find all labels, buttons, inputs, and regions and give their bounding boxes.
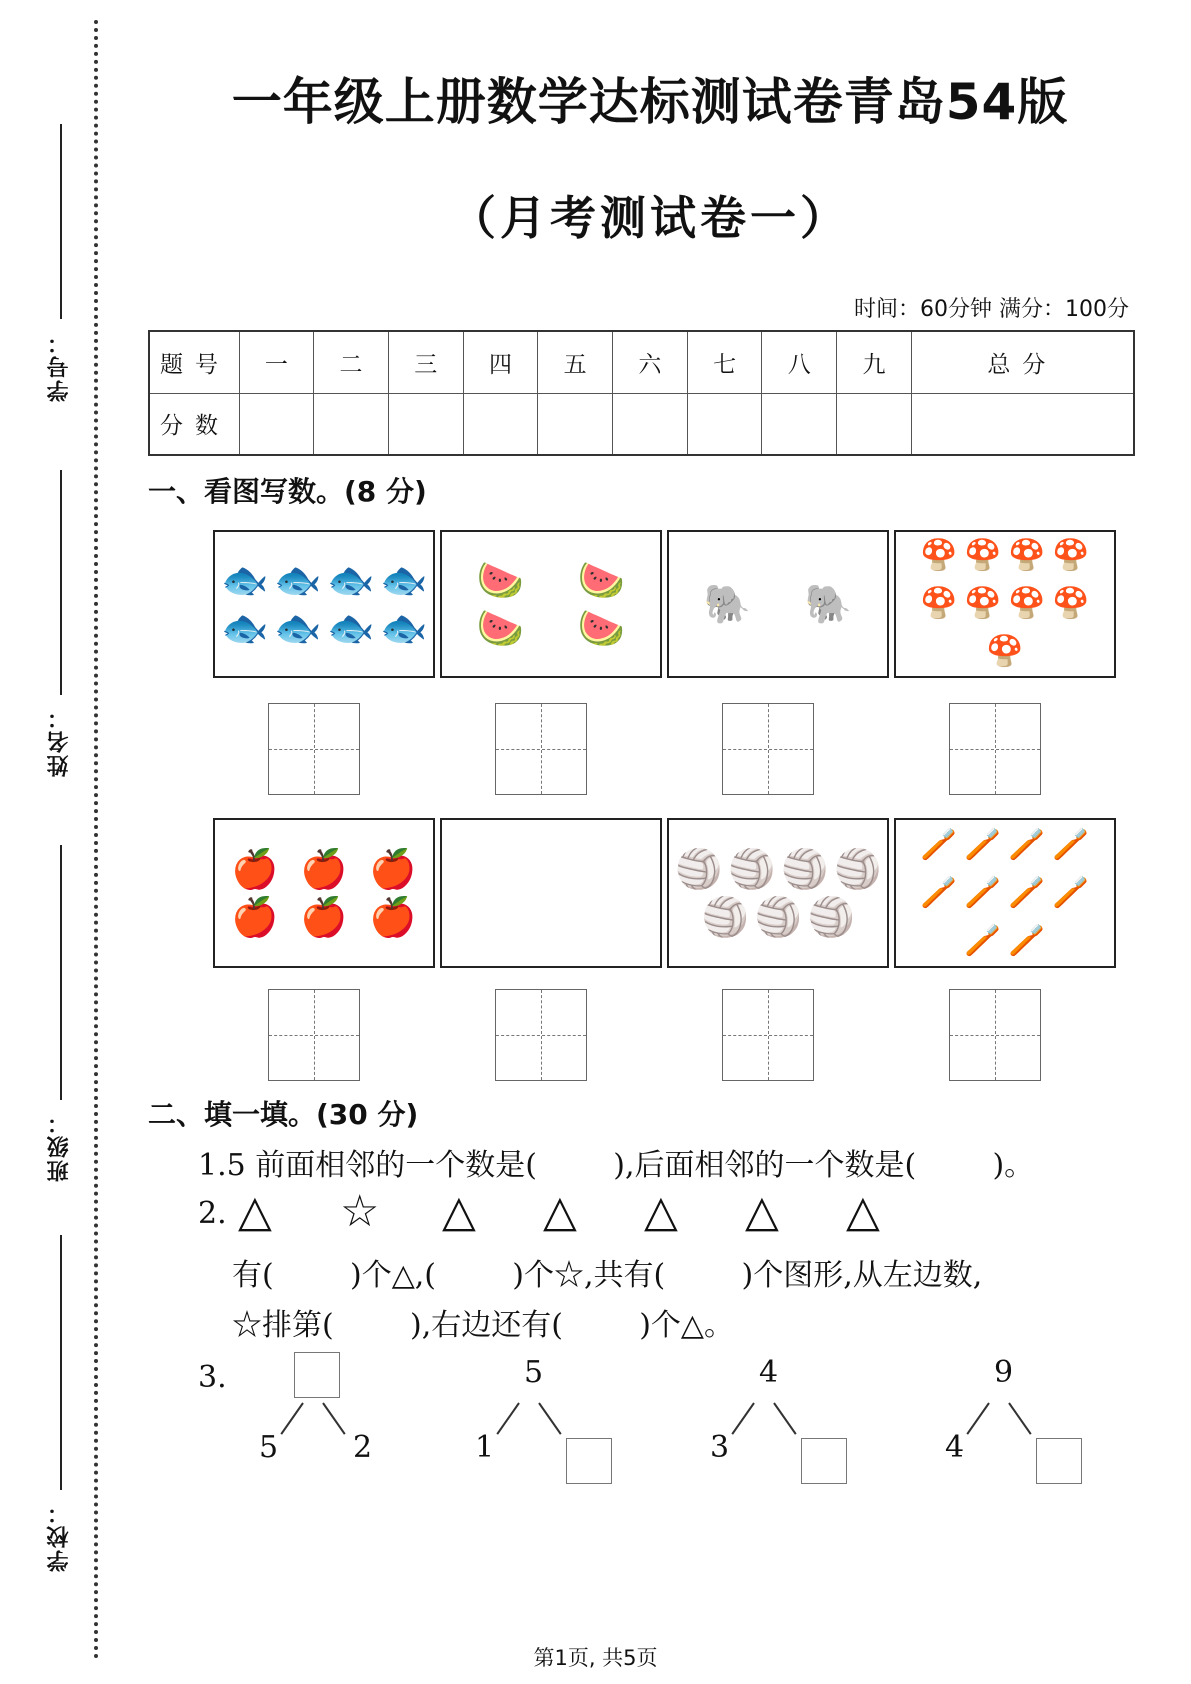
picture-box-watermelon [440, 530, 662, 678]
apple-icon: 🍎 [231, 847, 279, 891]
row-label-question: 题号 [149, 331, 239, 393]
fish-icon: 🐟 [274, 606, 322, 650]
answer-grid-watermelon[interactable] [495, 703, 587, 795]
section-1-heading: 一、看图写数。(8 分) [148, 475, 427, 508]
col-7: 七 [687, 331, 762, 393]
binding-dotted-line [94, 20, 98, 1660]
answer-grid-mushroom[interactable] [949, 703, 1041, 795]
score-cell[interactable] [388, 393, 463, 455]
col-9: 九 [837, 331, 912, 393]
apple-icon: 🍎 [369, 895, 417, 939]
page-title: 一年级上册数学达标测试卷青岛54版 [231, 73, 1069, 131]
name-label: 姓名： [47, 705, 72, 777]
apple-icon: 🍎 [369, 847, 417, 891]
mushroom-icon: 🍄 [964, 538, 1002, 573]
class-label: 班级： [47, 1110, 72, 1182]
mushroom-icon: 🍄 [920, 538, 958, 573]
exam-meta: 时间：60分钟 满分：100分 [854, 297, 1129, 322]
score-cell[interactable] [762, 393, 837, 455]
elephant-icon: 🐘 [804, 582, 853, 626]
col-6: 六 [613, 331, 688, 393]
col-2: 二 [314, 331, 389, 393]
bond-line-left [966, 1402, 989, 1434]
score-cell[interactable] [837, 393, 912, 455]
picture-box-mushroom [894, 530, 1116, 678]
score-cell[interactable] [463, 393, 538, 455]
toothbrush-icon: 🪥 [920, 875, 958, 910]
picture-box-fish [213, 530, 435, 678]
bond-line-right [773, 1402, 796, 1434]
question-2-line-1: 有( )个△,( )个☆,共有( )个图形,从左边数, [232, 1258, 983, 1293]
grid-guide-horizontal [723, 1035, 813, 1036]
bond-left-number: 3 [710, 1430, 730, 1465]
toothbrush-icon: 🪥 [1008, 827, 1046, 862]
score-cell[interactable] [239, 393, 314, 455]
col-total: 总分 [911, 331, 1134, 393]
elephant-icon: 🐘 [703, 582, 752, 626]
score-table [148, 330, 1135, 456]
bond-line-right [322, 1402, 345, 1434]
page-number: 第1页, 共5页 [533, 1646, 658, 1670]
watermelon-icon: 🍉 [577, 558, 626, 602]
school-label: 学校： [47, 1500, 72, 1572]
toothbrush-icon: 🪥 [1052, 875, 1090, 910]
fish-icon: 🐟 [274, 558, 322, 602]
toothbrush-icon: 🪥 [964, 923, 1002, 958]
picture-box-empty [440, 818, 662, 968]
bond-line-right [1008, 1402, 1031, 1434]
mushroom-icon: 🍄 [1008, 538, 1046, 573]
fish-icon: 🐟 [380, 606, 428, 650]
row-label-score: 分数 [149, 393, 239, 455]
student-id-label: 学号： [47, 330, 72, 402]
score-cell[interactable] [687, 393, 762, 455]
bond-top-number: 9 [994, 1355, 1014, 1390]
volleyball-icon: 🏐 [701, 895, 749, 939]
grid-guide-horizontal [950, 1035, 1040, 1036]
toothbrush-icon: 🪥 [1008, 875, 1046, 910]
grid-guide-horizontal [723, 749, 813, 750]
score-cell[interactable] [613, 393, 688, 455]
bond-line-left [496, 1402, 519, 1434]
answer-grid-empty[interactable] [495, 989, 587, 1081]
fish-icon: 🐟 [380, 558, 428, 602]
bond-right-number: 2 [353, 1430, 373, 1465]
score-table-score-row [149, 393, 1134, 455]
bond-line-left [280, 1402, 303, 1434]
page-subtitle: （月考测试卷一） [450, 191, 850, 245]
col-5: 五 [538, 331, 613, 393]
toothbrush-icon: 🪥 [964, 827, 1002, 862]
toothbrush-icon: 🪥 [1008, 923, 1046, 958]
picture-box-apple [213, 818, 435, 968]
answer-grid-toothbrush[interactable] [949, 989, 1041, 1081]
triangle-icon: △ [846, 1186, 880, 1237]
apple-icon: 🍎 [231, 895, 279, 939]
mushroom-icon: 🍄 [964, 586, 1002, 621]
watermelon-icon: 🍉 [476, 606, 525, 650]
bond-right-box[interactable] [566, 1438, 612, 1484]
bond-top-number: 5 [524, 1355, 544, 1390]
col-3: 三 [388, 331, 463, 393]
name-blank[interactable] [60, 470, 62, 695]
score-cell[interactable] [538, 393, 613, 455]
student-id-blank[interactable] [60, 124, 62, 319]
volleyball-icon: 🏐 [728, 847, 776, 891]
bond-top-number: 4 [759, 1355, 779, 1390]
mushroom-icon: 🍄 [986, 634, 1024, 669]
volleyball-icon: 🏐 [675, 847, 723, 891]
bond-left-number: 5 [259, 1430, 279, 1465]
triangle-icon: △ [442, 1186, 476, 1237]
col-8: 八 [762, 331, 837, 393]
grid-guide-horizontal [496, 749, 586, 750]
triangle-icon: △ [644, 1186, 678, 1237]
fish-icon: 🐟 [221, 558, 269, 602]
question-2-label: 2. [198, 1196, 227, 1231]
class-blank[interactable] [60, 845, 62, 1100]
score-table-header-row [149, 331, 1134, 393]
toothbrush-icon: 🪥 [920, 827, 958, 862]
grid-guide-horizontal [950, 749, 1040, 750]
col-1: 一 [239, 331, 314, 393]
volleyball-icon: 🏐 [781, 847, 829, 891]
answer-grid-apple[interactable] [268, 989, 360, 1081]
school-blank[interactable] [60, 1235, 62, 1490]
grid-guide-horizontal [269, 749, 359, 750]
picture-box-toothbrush [894, 818, 1116, 968]
triangle-icon: △ [543, 1186, 577, 1237]
section-2-heading: 二、填一填。(30 分) [148, 1098, 419, 1131]
question-2-line-2: ☆排第( ),右边还有( )个△。 [232, 1308, 735, 1343]
col-4: 四 [463, 331, 538, 393]
volleyball-icon: 🏐 [807, 895, 855, 939]
toothbrush-icon: 🪥 [1052, 827, 1090, 862]
volleyball-icon: 🏐 [834, 847, 882, 891]
toothbrush-icon: 🪥 [964, 875, 1002, 910]
picture-box-volleyball [667, 818, 889, 968]
bond-top-box[interactable] [294, 1352, 340, 1398]
watermelon-icon: 🍉 [577, 606, 626, 650]
apple-icon: 🍎 [300, 895, 348, 939]
bond-left-number: 1 [475, 1430, 495, 1465]
bond-line-left [731, 1402, 754, 1434]
volleyball-icon: 🏐 [754, 895, 802, 939]
score-cell[interactable] [314, 393, 389, 455]
mushroom-icon: 🍄 [1008, 586, 1046, 621]
watermelon-icon: 🍉 [476, 558, 525, 602]
bond-right-box[interactable] [801, 1438, 847, 1484]
question-3-label: 3. [198, 1360, 227, 1395]
score-cell-total[interactable] [911, 393, 1134, 455]
answer-grid-volleyball[interactable] [722, 989, 814, 1081]
apple-icon: 🍎 [300, 847, 348, 891]
star-icon: ☆ [340, 1186, 380, 1237]
mushroom-icon: 🍄 [1052, 586, 1090, 621]
grid-guide-horizontal [269, 1035, 359, 1036]
grid-guide-horizontal [496, 1035, 586, 1036]
answer-grid-fish[interactable] [268, 703, 360, 795]
fish-icon: 🐟 [327, 558, 375, 602]
bond-right-box[interactable] [1036, 1438, 1082, 1484]
fish-icon: 🐟 [327, 606, 375, 650]
mushroom-icon: 🍄 [920, 586, 958, 621]
triangle-icon: △ [238, 1186, 272, 1237]
bond-left-number: 4 [945, 1430, 965, 1465]
picture-box-elephant [667, 530, 889, 678]
question-1: 1.5 前面相邻的一个数是( ),后面相邻的一个数是( )。 [198, 1148, 1035, 1183]
fish-icon: 🐟 [221, 606, 269, 650]
bond-line-right [538, 1402, 561, 1434]
answer-grid-elephant[interactable] [722, 703, 814, 795]
mushroom-icon: 🍄 [1052, 538, 1090, 573]
triangle-icon: △ [745, 1186, 779, 1237]
